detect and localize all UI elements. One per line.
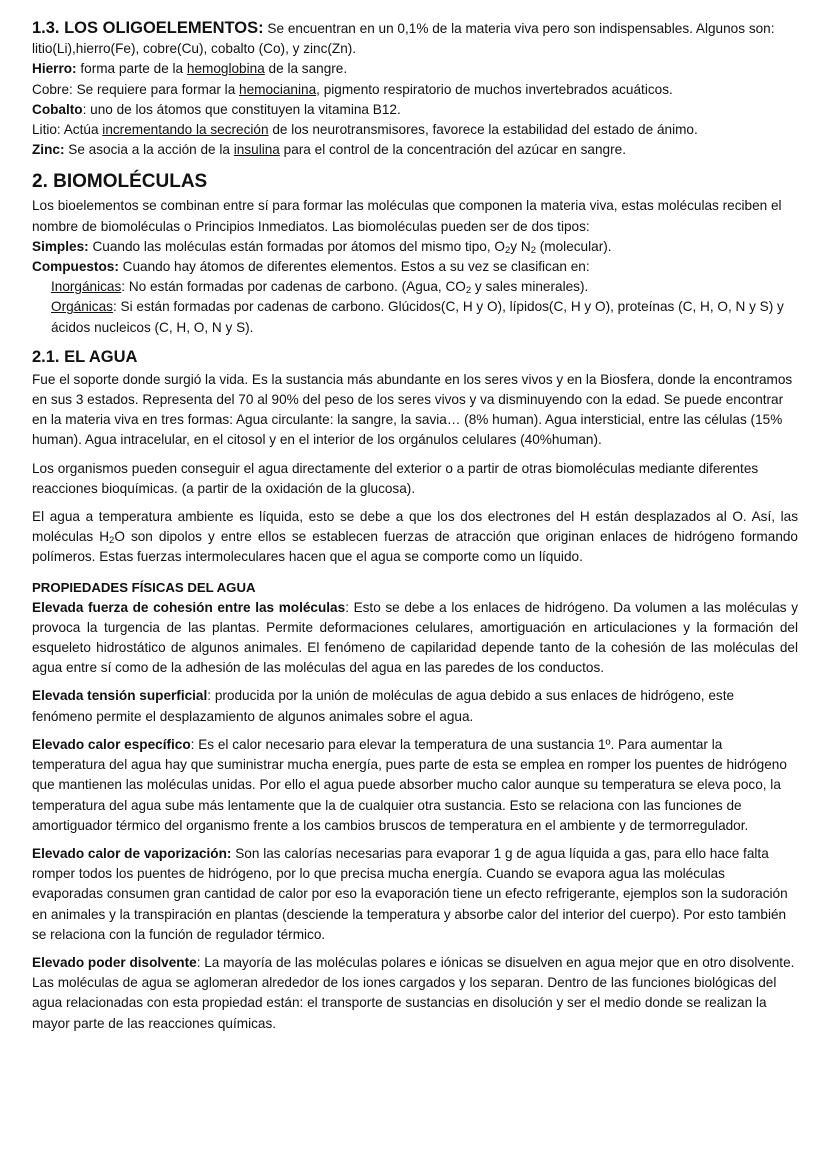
- biomol-intro: Los bioelementos se combinan entre sí para formar las moléculas que componen la materia viva, estas moléculas reciben el nombre de biomoléculas o Principios Inmediatos. Las biomoléculas pueden ser de dos tipos:: [32, 198, 782, 234]
- biomol-heading: 2. BIOMOLÉCULAS: [32, 171, 208, 193]
- organicas-line: Orgánicas: Si están formadas por cadenas de carbono. Glúcidos(C, H y O), lípidos(C, H y O), proteínas (C, H, O, N y S) y ácidos nucleicos (C, H, O, N y S).: [51, 299, 784, 335]
- prop-cohesion: Elevada fuerza de cohesión entre las moléculas: Esto se debe a los enlaces de hidrógeno. Da volumen a las moléculas y provoca la turgencia de las plantas. Permite deformaciones celulares, amortiguación en articulaciones y la formación del esqueleto hidrostático de algunos animales. El fenómeno de capilaridad depende tanto de la cohesión de las moléculas del agua entre sí como de la adhesión de las moléculas del agua en las paredes de los conductos.: [32, 599, 798, 676]
- prop-calor-vaporizacion: Elevado calor de vaporización: Son las calorías necesarias para evaporar 1 g de agua líquida a gas, para ello hace falta romper todos los puentes de hidrógeno, por lo que precisa mucha energía. Cuando se evapora agua las moléculas evaporadas consumen gran cantidad de calor por eso la evaporación tiene un efecto refrigerante, ejemplos son la sudoración en animales y la transpiración en plantas (desciende la temperatura y absorbe calor del interior del cuerpo). Por esto también se relaciona con la función de regulador térmico.: [32, 845, 788, 942]
- hierro-line: Hierro: forma parte de la hemoglobina de la sangre.: [32, 61, 348, 77]
- agua-heading: 2.1. EL AGUA: [32, 347, 138, 366]
- agua-p2: Los organismos pueden conseguir el agua directamente del exterior o a partir de otras biomoléculas mediante diferentes reacciones bioquímicas. (a partir de la oxidación de la glucosa).: [32, 460, 759, 496]
- cobre-line: Cobre: Se requiere para formar la hemocianina, pigmento respiratorio de muchos invertebrados acuáticos.: [32, 81, 673, 97]
- cobalto-line: Cobalto: uno de los átomos que constituyen la vitamina B12.: [32, 101, 401, 117]
- agua-p3: El agua a temperatura ambiente es líquida, esto se debe a que los dos electrones del H están desplazados al O. Así, las moléculas $H_2O$ son dipolos y entre ellos se establecen fuerzas de atracción que originan enlaces de hidrógeno formando polímeros. Estas fuerzas intermoleculares hacen que el agua se comporte como un líquido.: [32, 509, 798, 565]
- compuestos-line: Compuestos: Cuando hay átomos de diferentes elementos. Estos a su vez se clasifican en:: [32, 259, 590, 275]
- document-page: 1.3. LOS OLIGOELEMENTOS: Se encuentran en un 0,1% de la materia viva pero son indispensables. Algunos son: litio(Li),hierro(Fe), cobre(Cu), cobalto (Co), y zinc(Zn). Hierro: forma parte de la hemoglobina de la sangre. Cobre: Se requiere para formar la hemocianina, pigmento respiratorio de muchos invertebrados acuáticos. Cobalto: uno de los átomos que constituyen la vitamina B12. Litio: Actúa incrementando la secreción de los neurotransmisores, favorece la estabilidad del estado de ánimo. Zinc: Se asocia a la acción de la insulina para el control de la concentración del azúcar en sangre. 2. BIOMOLÉCULAS Los bioelementos se combinan entre sí para formar las moléculas que componen la materia viva, estas moléculas reciben el nombre de biomoléculas o Principios Inmediatos. Las biomoléculas pueden ser de dos tipos: Simples: Cuando las moléculas están formadas por átomos del mismo tipo, $O_2y$ $N_2$ (molecular). Compuestos: Cuando hay átomos de diferentes elementos. Estos a su vez se clasifican en: Inorgánicas: No están formadas por cadenas de carbono. (Agua, $CO_2$ y sales minerales). Orgánicas: Si están formadas por cadenas de carbono. Glúcidos(C, H y O), lípidos(C, H y O), proteínas (C, H, O, N y S) y ácidos nucleicos (C, H, O, N y S). 2.1. EL AGUA Fue el soporte donde surgió la vida. Es la sustancia más abundante en los seres vivos y en la Biosfera, donde la encontramos en sus 3 estados. Representa del 70 al 90% del peso de los seres vivos y va disminuyendo con la edad. Se puede encontrar en la materia viva en tres formas: Agua circulante: la sangre, la savia… (8% human). Agua intersticial, entre las células (15% human). Agua intracelular, en el citosol y en el interior de los orgánulos celulares (40%human). Los organismos pueden conseguir el agua directamente del exterior o a partir de otras biomoléculas mediante diferentes reacciones bioquímicas. (a partir de la oxidación de la glucosa). El agua a temperatura ambiente es líquida, esto se debe a que los dos electrones del H están desplazados al O. Así, las moléculas $H_2O$ son dipolos y entre ellos se establecen fuerzas de atracción que originan enlaces de hidrógeno formando polímeros. Estas fuerzas intermoleculares hacen que el agua se comporte como un líquido. PROPIEDADES FÍSICAS DEL AGUA Elevada fuerza de cohesión entre las moléculas: Esto se debe a los enlaces de hidrógeno. Da volumen a las moléculas y provoca la turgencia de las plantas. Permite deformaciones celulares, amortiguación en articulaciones y la formación del esqueleto hidrostático de algunos animales. El fenómeno de capilaridad depende tanto de la cohesión de las moléculas del agua entre sí como de la adhesión de las moléculas del agua en las paredes de los conductos. Elevada tensión superficial: producida por la unión de moléculas de agua debido a sus enlaces de hidrógeno, este fenómeno permite el desplazamiento de algunos animales sobre el agua. Elevado calor específico: Es el calor necesario para elevar la temperatura de una sustancia 1º. Para aumentar la temperatura del agua hay que suministrar mucha energía, pues parte de esta se emplea en romper los puentes de hidrógeno que mantienen las moléculas unidas. Por ello el agua puede absorber mucho calor aunque su temperatura se eleva poco, la temperatura del agua sube más lentamente que la de cualquier otra sustancia. Esto se relaciona con las funciones de amortiguador térmico del organismo frente a los cambios bruscos de temperatura en el ambiente y de termorregulador. Elevado calor de vaporización: Son las calorías necesarias para evaporar 1 g de agua líquida a gas, para ello hace falta romper todos los puentes de hidrógeno, por lo que precisa mucha energía. Cuando se evapora agua las moléculas evaporadas consumen gran cantidad de calor por eso la evaporación tiene un efecto refrigerante, ejemplos son la sudoración en animales y la transpiración en plantas (desciende la temperatura y absorbe calor del interior del cuerpo). Por esto también se relaciona con la función de regulador térmico. Elevado poder disolvente: La mayoría de las moléculas polares e iónicas se disuelven en agua mejor que en otro disolvente. Las moléculas de agua se aglomeran alrededor de los iones cargados y los separan. Dentro de las funciones biológicas del agua relacionadas con esta propiedad están: el transporte de sustancias en disolución y ser el medio donde se realizan la mayor parte de las reacciones químicas.: [0, 0, 828, 1171]
- props-heading: PROPIEDADES FÍSICAS DEL AGUA: [32, 579, 256, 595]
- oligo-heading: 1.3. LOS OLIGOELEMENTOS:: [32, 19, 264, 37]
- zinc-line: Zinc: Se asocia a la acción de la insulina para el control de la concentración del azúcar en sangre.: [32, 142, 626, 158]
- prop-calor-especifico: Elevado calor específico: Es el calor necesario para elevar la temperatura de una sustancia 1º. Para aumentar la temperatura del agua hay que suministrar mucha energía, pues parte de esta se emplea en romper los puentes de hidrógeno que mantienen las moléculas unidas. Por ello el agua puede absorber mucho calor aunque su temperatura se eleva poco, la temperatura del agua sube más lentamente que la de cualquier otra sustancia. Esto se relaciona con las funciones de amortiguador térmico del organismo frente a los cambios bruscos de temperatura en el ambiente y de termorregulador.: [32, 736, 787, 833]
- prop-tension: Elevada tensión superficial: producida por la unión de moléculas de agua debido a sus enlaces de hidrógeno, este fenómeno permite el desplazamiento de algunos animales sobre el agua.: [32, 688, 735, 724]
- inorganicas-line: Inorgánicas: No están formadas por cadenas de carbono. (Agua, $CO_2$ y sales minerales).: [51, 279, 589, 297]
- litio-line: Litio: Actúa incrementando la secreción de los neurotransmisores, favorece la estabilidad del estado de ánimo.: [32, 122, 698, 138]
- simples-line: Simples: Cuando las moléculas están formadas por átomos del mismo tipo, $O_2y$ $N_2$ (molecular).: [32, 238, 612, 256]
- prop-disolvente: Elevado poder disolvente: La mayoría de las moléculas polares e iónicas se disuelven en agua mejor que en otro disolvente. Las moléculas de agua se aglomeran alrededor de los iones cargados y los separan. Dentro de las funciones biológicas del agua relacionadas con esta propiedad están: el transporte de sustancias en disolución y ser el medio donde se realizan la mayor parte de las reacciones químicas.: [32, 954, 795, 1031]
- agua-p1: Fue el soporte donde surgió la vida. Es la sustancia más abundante en los seres vivos y en la Biosfera, donde la encontramos en sus 3 estados. Representa del 70 al 90% del peso de los seres vivos y va disminuyendo con la edad. Se puede encontrar en la materia viva en tres formas: Agua circulante: la sangre, la savia… (8% human). Agua intersticial, entre las células (15% human). Agua intracelular, en el citosol y en el interior de los orgánulos celulares (40%human).: [32, 371, 793, 448]
